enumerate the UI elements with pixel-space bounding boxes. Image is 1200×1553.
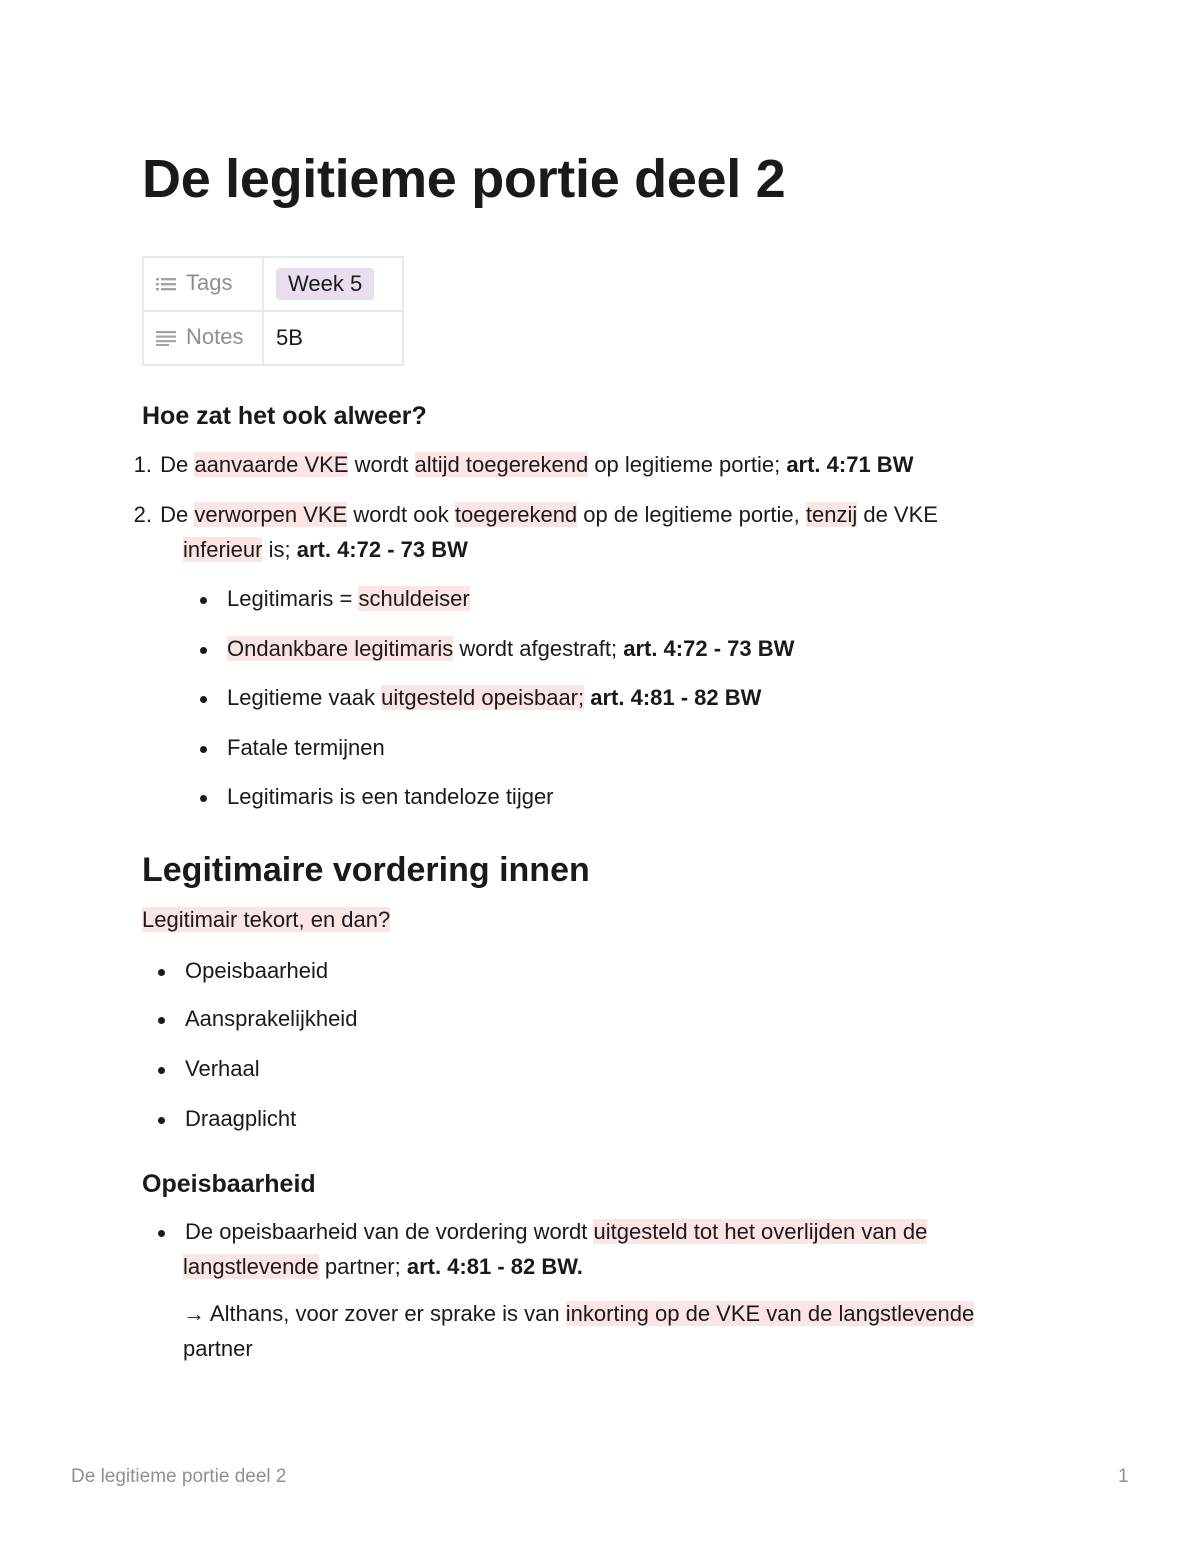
properties-table <box>142 256 404 366</box>
list-item: Verhaal <box>158 1051 1058 1086</box>
bullet-icon <box>158 1230 165 1237</box>
sub-bullet-2: Ondankbare legitimaris wordt afgestraft; art. 4:72 - 73 BW <box>200 631 1100 666</box>
list-item-continued: langstlevende partner; art. 4:81 - 82 BW. <box>183 1254 583 1279</box>
list-item: Aansprakelijkheid <box>158 1001 1058 1036</box>
property-key-notes <box>143 311 263 365</box>
notes-label: Notes <box>186 324 244 350</box>
list-item: Draagplicht <box>158 1101 1058 1136</box>
note-paragraph: → Althans, voor zover er sprake is van inkorting op de VKE van de langstlevende <box>183 1301 975 1326</box>
list-item: Opeisbaarheid <box>158 953 1058 988</box>
numbered-item-2: 2. De verworpen VKE wordt ook toegerekend op de legitieme portie, tenzij de VKE <box>133 502 938 527</box>
bullet-icon <box>200 647 207 654</box>
tag-pill[interactable]: Week 5 <box>276 268 374 300</box>
sub-bullet-4: Fatale termijnen <box>200 730 1100 765</box>
numbered-item-1: 1. De aanvaarde VKE wordt altijd toegerekend op legitieme portie; art. 4:71 BW <box>133 452 914 477</box>
sub-bullet-5: Legitimaris is een tandeloze tijger <box>200 779 1100 814</box>
property-key-tags <box>143 257 263 311</box>
list-item: De opeisbaarheid van de vordering wordt uitgesteld tot het overlijden van de <box>158 1214 1058 1249</box>
property-value-notes[interactable] <box>263 311 403 365</box>
bullet-icon <box>200 696 207 703</box>
list-icon <box>156 272 176 298</box>
page-title: De legitieme portie deel 2 <box>142 149 786 209</box>
section-heading: Opeisbaarheid <box>142 1170 316 1198</box>
footer-title: De legitieme portie deel 2 <box>71 1466 287 1487</box>
section-opeisbaarheid <box>142 1168 1042 1200</box>
callout-text: Legitimair tekort, en dan? <box>142 907 391 932</box>
notes-value: 5B <box>276 325 303 350</box>
bullet-icon <box>200 597 207 604</box>
page-number: 1 <box>1118 1466 1129 1487</box>
property-row-tags[interactable] <box>143 257 403 311</box>
bullet-icon <box>158 969 165 976</box>
note-paragraph-continued: partner <box>183 1336 253 1361</box>
property-value-tags[interactable] <box>263 257 403 311</box>
bullet-icon <box>200 795 207 802</box>
numbered-item-2-continued: inferieur is; art. 4:72 - 73 BW <box>183 537 468 562</box>
bullet-icon <box>158 1117 165 1124</box>
section-heading: Legitimaire vordering innen <box>142 851 590 889</box>
property-row-notes[interactable] <box>143 311 403 365</box>
text-lines-icon <box>156 326 176 352</box>
sub-bullet-1: Legitimaris = schuldeiser <box>200 581 1100 616</box>
bullet-icon <box>158 1067 165 1074</box>
sub-bullet-3: Legitieme vaak uitgesteld opeisbaar; art. 4:81 - 82 BW <box>200 680 1100 715</box>
section-hoe-zat-het <box>142 400 1042 432</box>
tags-label: Tags <box>186 270 233 296</box>
bullet-icon <box>200 746 207 753</box>
bullet-icon <box>158 1017 165 1024</box>
section-heading: Hoe zat het ook alweer? <box>142 402 427 430</box>
section-legitimaire-vordering <box>142 849 1042 891</box>
